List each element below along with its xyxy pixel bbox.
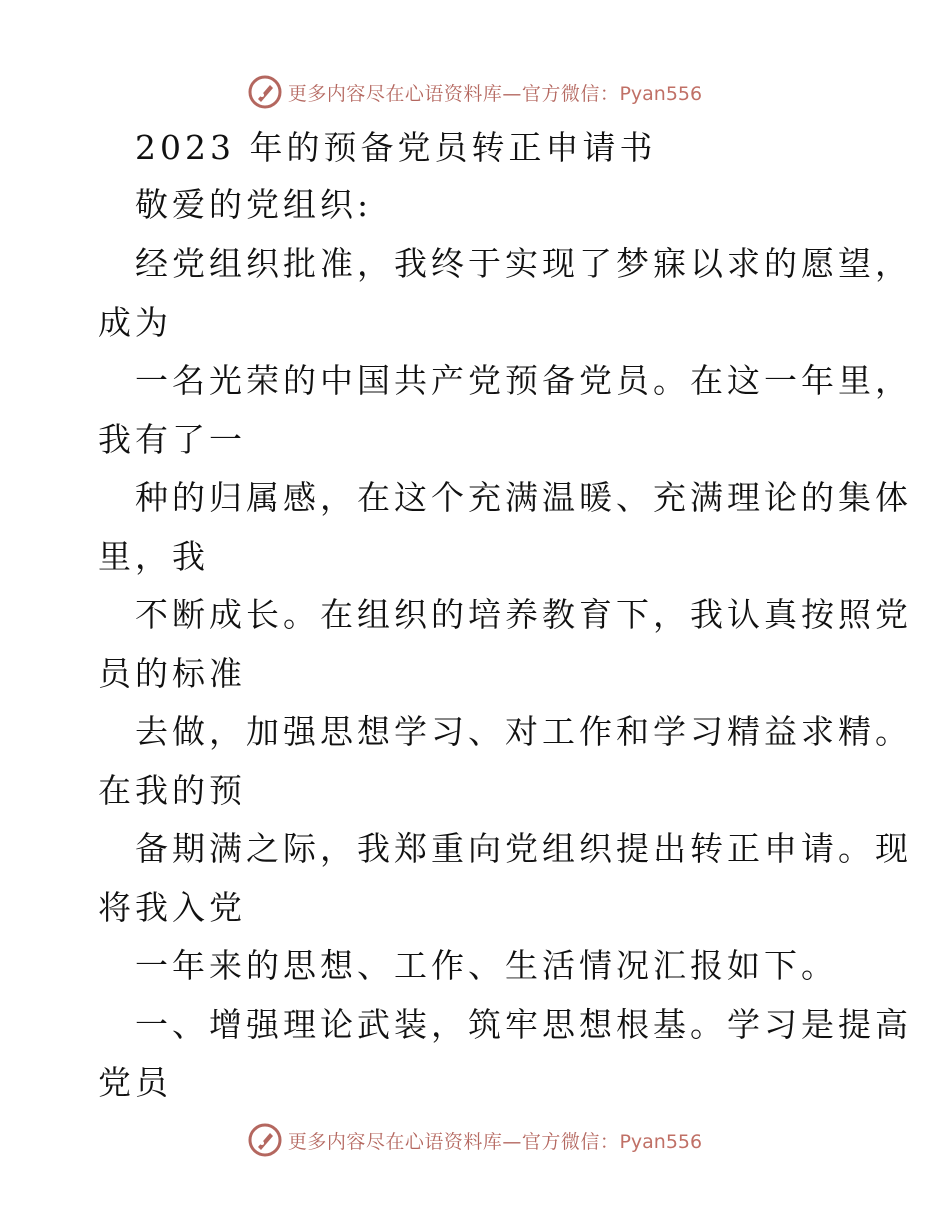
text-line: 种的归属感，在这个充满温暖、充满理论的集体 [135, 478, 912, 517]
watermark-separator: — [502, 82, 522, 105]
watermark-wechat-id: Pyan556 [619, 1130, 703, 1153]
text-line: 一年来的思想、工作、生活情况汇报如下。 [135, 946, 838, 985]
text-line: 我有了一 [98, 420, 246, 459]
text-line: 不断成长。在组织的培养教育下，我认真按照党 [135, 595, 912, 634]
watermark-text [288, 79, 702, 106]
watermark-separator: — [502, 1130, 522, 1153]
text-line: 一、增强理论武装，筑牢思想根基。学习是提高 [135, 1005, 912, 1044]
text-line: 将我入党 [98, 888, 246, 927]
text-line: 去做，加强思想学习、对工作和学习精益求精。 [135, 712, 912, 751]
watermark-wechat-label: 官方微信： [521, 82, 620, 105]
watermark-text [288, 1127, 702, 1154]
text-line: 一名光荣的中国共产党预备党员。在这一年里， [135, 361, 912, 400]
watermark-wechat-id: Pyan556 [619, 82, 703, 105]
watermark-banner-bottom [0, 1120, 950, 1160]
text-line: 党员 [98, 1063, 172, 1102]
watermark-wechat-label: 官方微信： [521, 1130, 620, 1153]
pen-nib-logo-icon [248, 75, 282, 109]
watermark-site-text: 更多内容尽在心语资料库 [287, 1130, 503, 1153]
watermark-site-text: 更多内容尽在心语资料库 [287, 82, 503, 105]
watermark-banner-top [0, 72, 950, 112]
text-line: 备期满之际，我郑重向党组织提出转正申请。现 [135, 829, 912, 868]
text-line: 经党组织批准，我终于实现了梦寐以求的愿望， [135, 244, 912, 283]
text-line: 成为 [98, 303, 172, 342]
text-line: 在我的预 [98, 771, 246, 810]
salutation: 敬爱的党组织: [135, 185, 373, 224]
pen-nib-logo-icon [248, 1123, 282, 1157]
document-title: 2023 年的预备党员转正申请书 [135, 128, 657, 167]
text-line: 员的标准 [98, 654, 246, 693]
text-line: 里，我 [98, 537, 209, 576]
